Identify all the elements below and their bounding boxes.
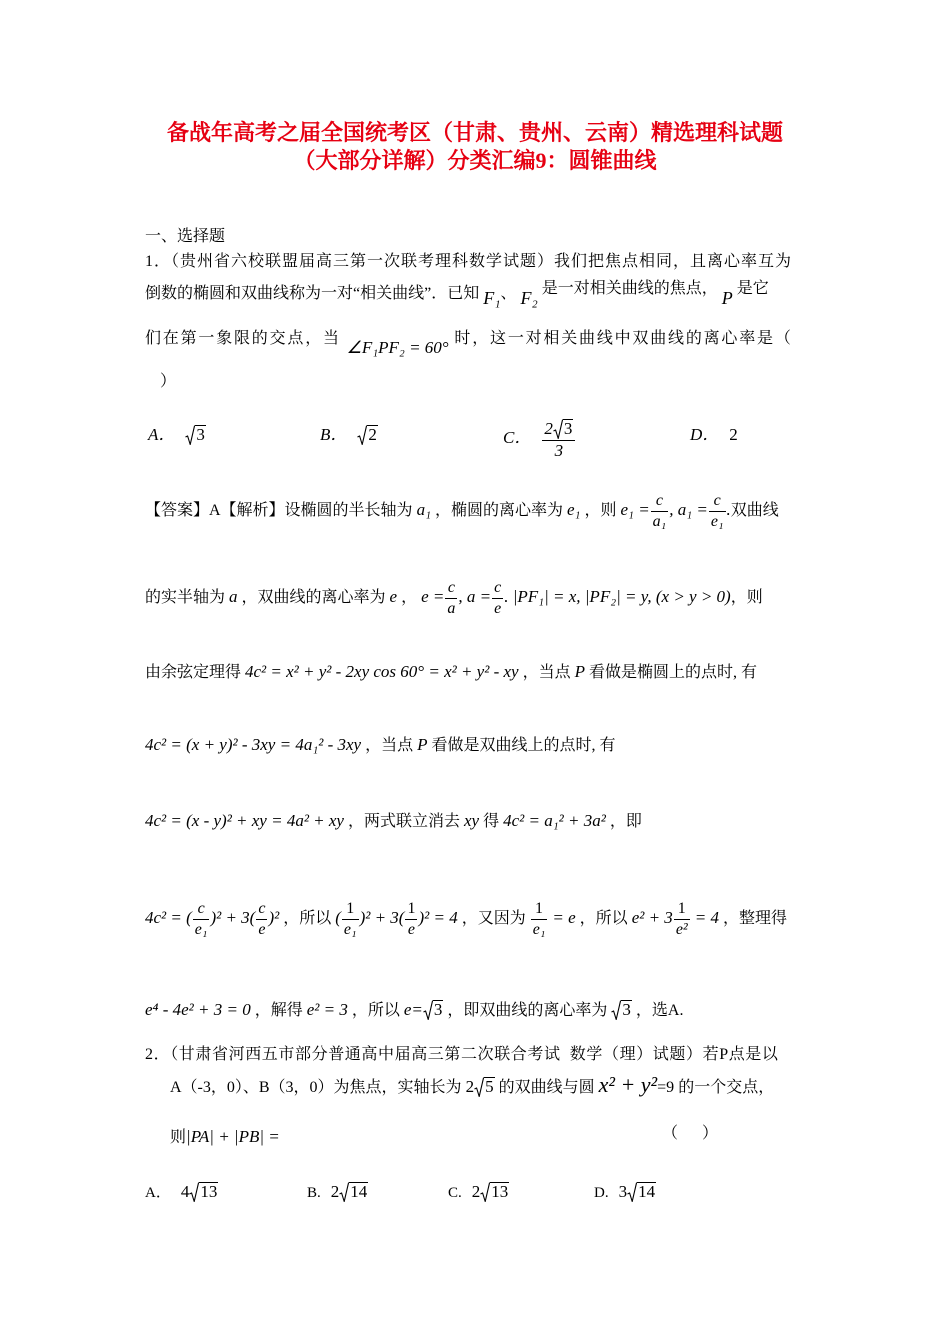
coefficient: 4 <box>180 1182 190 1201</box>
solution-text: ，又因为 <box>461 910 526 928</box>
fraction-numerator: 1 <box>405 900 417 920</box>
solution-text: ，所以 <box>283 910 332 928</box>
math-expression: e₁ <box>567 500 581 520</box>
radicand: 3 <box>433 1000 443 1019</box>
q1-stem-text: 倒数的椭圆和双曲线称为一对“相关曲线”．已知 <box>145 285 480 302</box>
math-expression: e = <box>421 587 445 607</box>
math-expression: . <box>726 500 731 520</box>
focus-f1: F₁ <box>483 288 501 308</box>
option-label: A． <box>148 425 176 444</box>
fraction-denominator: e <box>258 921 266 938</box>
radical-sign <box>480 1182 490 1202</box>
math-expression: = e <box>552 908 576 928</box>
radicand: 13 <box>491 1182 509 1201</box>
q2-option-c <box>448 1182 509 1203</box>
solution-line-6 <box>145 900 787 939</box>
solution-text: ，即双曲线的离心率为 <box>447 1002 608 1019</box>
fraction-denominator: a₁ <box>652 513 667 530</box>
math-expression: 4c² = x² + y² - 2xy cos 60° = x² + y² - xy <box>245 662 519 681</box>
radical-sign <box>189 1182 199 1202</box>
radical-sign <box>423 1000 433 1020</box>
fraction-numerator: c <box>256 900 267 920</box>
fraction-denominator: 3 <box>554 441 564 460</box>
q2-answer-paren: （ ） <box>662 1125 719 1142</box>
radical-sign <box>357 425 367 445</box>
fraction-denominator: e <box>407 921 416 938</box>
coefficient: 2 <box>471 1182 481 1201</box>
q1-answer-paren-close: ） <box>160 373 177 390</box>
math-expression: e² + 3 <box>631 908 673 928</box>
option-value: 2 <box>729 425 738 444</box>
radicand: 3 <box>196 425 205 444</box>
q2-option-b <box>307 1182 368 1203</box>
q2-stem-text: 的一个交点， <box>678 1079 775 1096</box>
math-expression: )² + 3( <box>359 908 405 928</box>
square-root <box>357 425 378 445</box>
math-expression: e₁ = <box>620 500 650 520</box>
math-expression: 4c² = ( <box>145 908 192 928</box>
math-expression: )² = 4 <box>418 908 458 928</box>
q1-stem-line-2 <box>145 280 769 308</box>
solution-line-2 <box>145 579 763 618</box>
q1-option-d <box>690 425 738 446</box>
math-expression: , a₁ = <box>669 500 708 520</box>
solution-text: ，即 <box>609 813 642 830</box>
solution-text: 双曲线 <box>730 502 779 520</box>
focus-f2: F₂ <box>520 288 538 308</box>
fraction-numerator: c <box>193 900 210 920</box>
fraction-numerator: c <box>445 579 457 599</box>
math-expression: 4c² = (x + y)² - 3xy = 4a₁² - 3xy <box>145 735 362 754</box>
fraction-numerator: 1 <box>342 900 359 920</box>
math-expression: )² + 3( <box>210 908 256 928</box>
option-label: B． <box>320 425 348 444</box>
math-expression: e² = 3 <box>306 1000 348 1019</box>
circle-equation-lhs: x² + y² <box>598 1072 658 1097</box>
section-heading: 一、选择题 <box>145 228 226 245</box>
option-label: A． <box>145 1185 171 1201</box>
radical-sign <box>627 1182 637 1202</box>
solution-text: ，则 <box>584 502 617 520</box>
fraction-denominator: e₁ <box>343 921 357 938</box>
square-root <box>185 425 206 445</box>
document-title-line-1: 备战年高考之届全国统考区（甘肃、贵州、云南）精选理科试题 <box>166 120 783 145</box>
solution-text: ，当点 <box>365 737 414 754</box>
document-title-line-2: （大部分详解）分类汇编9：圆锥曲线 <box>293 148 657 173</box>
solution-text: ，整理得 <box>722 910 787 928</box>
option-label: D． <box>690 425 720 444</box>
fraction-denominator: e₁ <box>194 921 208 938</box>
radical-sign <box>474 1077 484 1097</box>
fraction <box>405 900 417 939</box>
fraction <box>193 900 210 939</box>
q2-stem-text: 的双曲线与圆 <box>498 1079 595 1096</box>
q1-stem-text: 是它 <box>736 280 769 297</box>
solution-text: 的实半轴为 <box>145 589 226 607</box>
coefficient: 3 <box>618 1182 628 1201</box>
option-label: B. <box>307 1185 321 1201</box>
q1-stem-text: 们在第一象限的交点，当 <box>145 330 341 347</box>
radical-sign <box>339 1182 349 1202</box>
q2-stem-line-1: 2．（甘肃省河西五市部分普通高中届高三第二次联合考试 数学（理）试题）若P点是以 <box>145 1046 779 1063</box>
solution-text: 看做是双曲线上的点时, 有 <box>431 737 616 754</box>
radicand: 13 <box>200 1182 218 1201</box>
math-expression: e <box>389 587 398 607</box>
fraction <box>542 419 575 460</box>
fraction <box>709 492 726 531</box>
fraction-denominator: e₁ <box>710 513 724 530</box>
math-expression: = 4 <box>694 908 719 928</box>
square-root <box>611 1000 632 1020</box>
math-expression: |PA| + |PB| = <box>186 1127 280 1146</box>
solution-text: ，所以 <box>351 1002 400 1019</box>
square-root <box>553 419 574 439</box>
square-root <box>466 1077 495 1097</box>
coefficient: 2 <box>330 1182 340 1201</box>
fraction <box>342 900 359 939</box>
q1-stem-line-3 <box>145 328 793 357</box>
fraction-denominator: a <box>447 600 456 617</box>
radicand: 3 <box>563 419 573 438</box>
fraction-denominator: e <box>494 600 502 617</box>
square-root <box>472 1182 510 1202</box>
fraction-numerator: 1 <box>531 900 548 920</box>
fraction-numerator: c <box>492 579 503 599</box>
fraction-numerator <box>542 419 575 441</box>
coefficient: 2 <box>544 419 553 438</box>
math-expression: 4c² = a₁² + 3a² <box>503 811 606 830</box>
solution-line-3 <box>145 662 757 683</box>
math-expression: e= <box>403 1000 423 1019</box>
option-label: C. <box>448 1185 462 1201</box>
solution-text: ，解得 <box>254 1002 303 1019</box>
solution-text: 【答案】A【解析】设椭圆的半长轴为 <box>145 502 413 520</box>
fraction-numerator: c <box>709 492 726 512</box>
q1-option-c <box>503 419 576 460</box>
solution-text: ，椭圆的离心率为 <box>434 502 563 520</box>
solution-line-4 <box>145 735 616 756</box>
q2-stem-line-2 <box>170 1072 775 1098</box>
solution-text: ，当点 <box>522 664 571 681</box>
option-label: D. <box>594 1185 609 1201</box>
solution-text: ，两式联立消去 <box>347 813 460 830</box>
fraction <box>445 579 457 618</box>
q2-stem-line-3 <box>170 1127 280 1148</box>
solution-line-5 <box>145 811 642 832</box>
solution-text: 由余弦定理得 <box>145 664 242 681</box>
q2-option-a <box>145 1182 218 1203</box>
radical-sign <box>553 419 563 439</box>
fraction <box>674 900 690 939</box>
radicand: 14 <box>350 1182 368 1201</box>
fraction <box>256 900 267 939</box>
coefficient: 2 <box>465 1077 475 1096</box>
fraction-denominator: e₁ <box>532 921 546 938</box>
radicand: 14 <box>638 1182 656 1201</box>
q2-option-d <box>594 1182 656 1203</box>
q1-stem-text: 时，这一对相关曲线中双曲线的离心率是（ <box>454 330 793 347</box>
math-expression: a₁ <box>416 500 431 520</box>
solution-text: ，双曲线的离心率为 <box>241 589 386 607</box>
radicand: 3 <box>622 1000 631 1019</box>
square-root <box>331 1182 369 1202</box>
math-expression: a <box>229 587 238 607</box>
circle-equation-rhs: =9 <box>657 1079 675 1096</box>
solution-text: 得 <box>483 813 500 830</box>
math-expression: . |PF₁| = x, |PF₂| = y, (x > y > 0) <box>504 587 731 607</box>
q2-stem-text: A（-3，0）、B（3，0）为焦点，实轴长为 <box>170 1079 462 1096</box>
math-expression: 4c² = (x - y)² + xy = 4a² + xy <box>145 811 344 830</box>
math-expression: )² <box>268 908 280 928</box>
math-expression: xy <box>464 811 480 830</box>
solution-text: ，则 <box>730 589 763 607</box>
fraction-numerator: 1 <box>674 900 690 920</box>
solution-line-7 <box>145 1000 683 1021</box>
option-label: C． <box>503 428 532 448</box>
math-expression: ( <box>335 908 341 928</box>
solution-line-1 <box>145 492 779 531</box>
fraction <box>651 492 669 531</box>
square-root <box>619 1182 657 1202</box>
math-expression: P <box>574 662 585 681</box>
solution-text: 看做是椭圆上的点时, 有 <box>588 664 757 681</box>
q1-stem-line-1: 1．（贵州省六校联盟届高三第一次联考理科数学试题）我们把焦点相同，且离心率互为 <box>145 253 793 270</box>
fraction-numerator: c <box>651 492 669 512</box>
math-expression: e⁴ - 4e² + 3 = 0 <box>145 1000 251 1019</box>
radical-sign <box>185 425 195 445</box>
enumeration-comma: 、 <box>500 285 517 302</box>
angle-expression: ∠F₁PF₂ = 60° <box>346 338 449 357</box>
radicand: 2 <box>368 425 377 444</box>
q2-stem-text: 则 <box>170 1129 187 1146</box>
q1-option-b <box>320 425 378 446</box>
point-p: P <box>721 288 733 308</box>
square-root <box>423 1000 444 1020</box>
solution-text: ，选A. <box>635 1002 684 1019</box>
math-expression: , a = <box>458 587 492 607</box>
fraction <box>531 900 548 939</box>
solution-text: ， <box>401 589 418 607</box>
radicand: 5 <box>485 1077 494 1096</box>
fraction-denominator: e² <box>675 921 688 938</box>
math-expression: P <box>417 735 428 754</box>
solution-text: ，所以 <box>579 910 628 928</box>
q1-option-a <box>148 425 206 446</box>
q1-stem-text: 是一对相关曲线的焦点， <box>541 280 718 297</box>
fraction <box>492 579 503 618</box>
square-root <box>181 1182 219 1202</box>
radical-sign <box>611 1000 621 1020</box>
